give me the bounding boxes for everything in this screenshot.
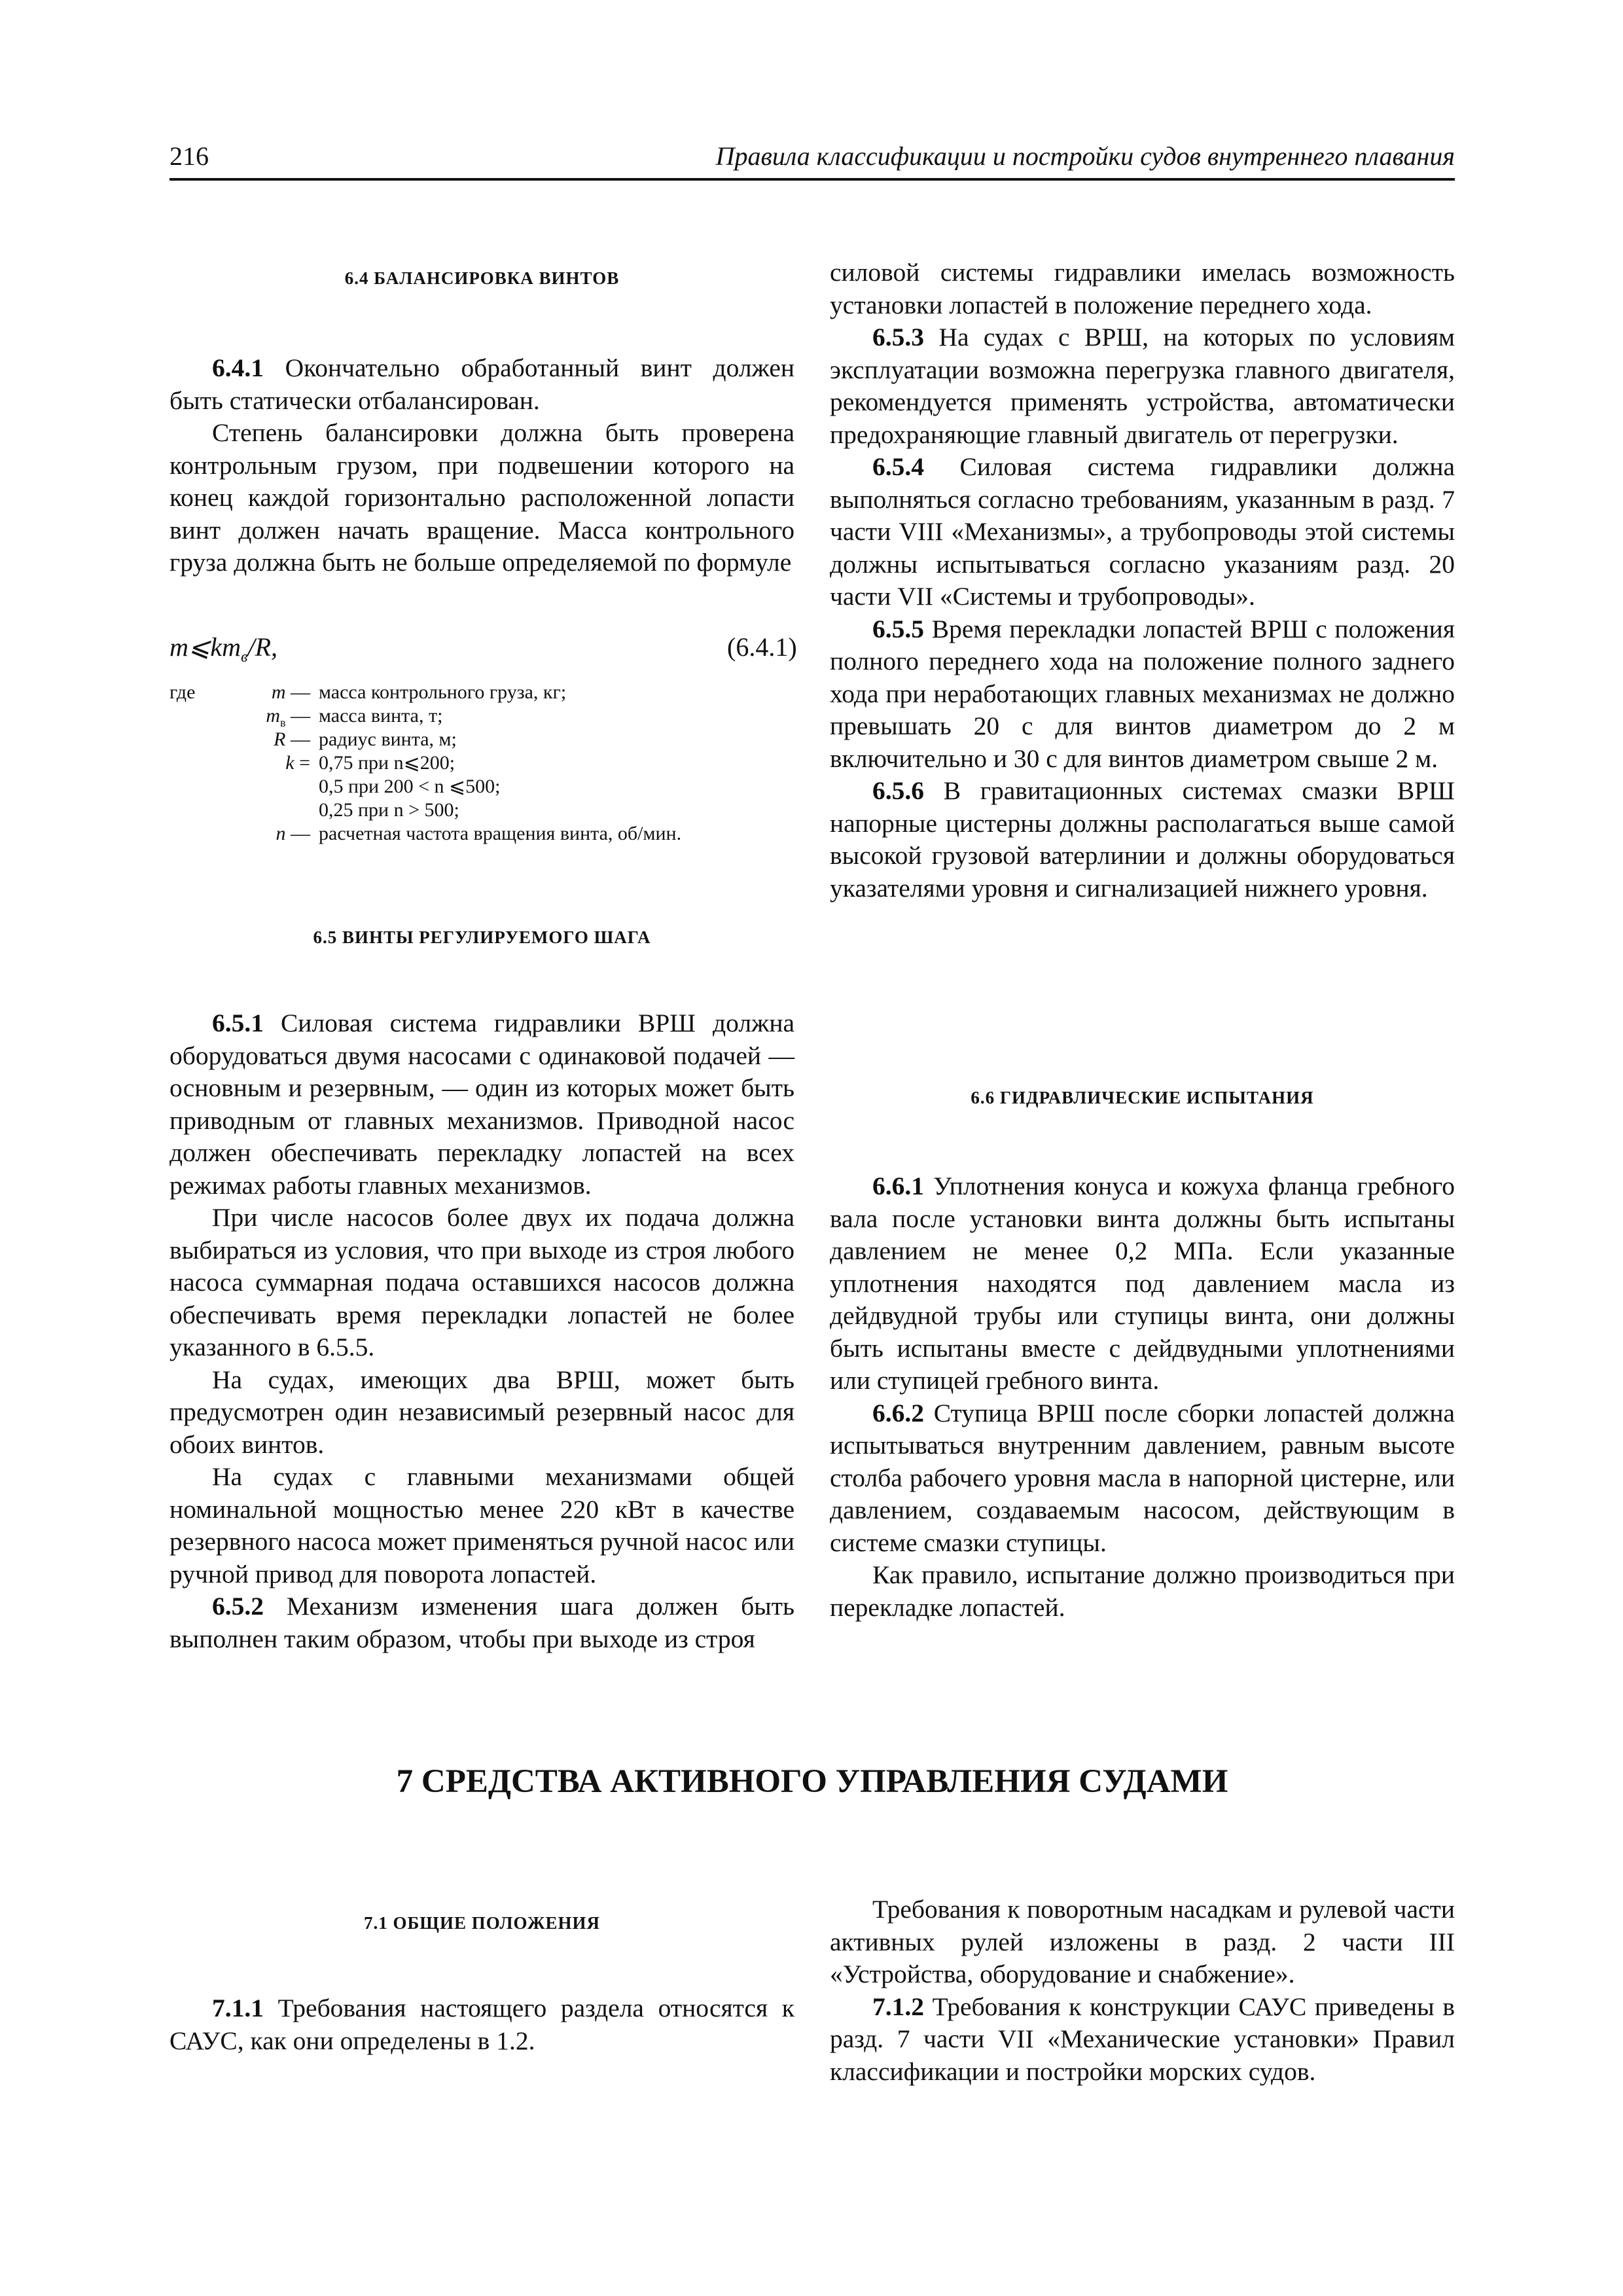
left-block-6-4 bbox=[169, 352, 794, 579]
section-heading-6-6: 6.6 ГИДРАВЛИЧЕСКИЕ ИСПЫТАНИЯ bbox=[971, 1088, 1314, 1107]
section-heading-6-5: 6.5 ВИНТЫ РЕГУЛИРУЕМОГО ШАГА bbox=[313, 927, 651, 947]
legend-text: расчетная частота вращения винта, об/мин. bbox=[319, 823, 682, 844]
legend-text: 0,75 при n⩽200; bbox=[319, 752, 455, 774]
legend-text: масса винта, т; bbox=[319, 705, 443, 726]
chapter-7-title: 7 СРЕДСТВА АКТИВНОГО УПРАВЛЕНИЯ СУДАМИ bbox=[396, 1763, 1228, 1800]
paragraph-7-1-intro: Требования к поворотным насадкам и рулевой части активных рулей изложены в разд. 2 части III «Устройства, оборудование и снабжение». bbox=[830, 1895, 1455, 1988]
legend-text: радиус винта, м; bbox=[319, 728, 457, 750]
paragraph-7-1-1: 7.1.1 Требования настоящего раздела относятся к САУС, как они определены в 1.2. bbox=[169, 1994, 794, 2055]
right-block-6-5 bbox=[830, 257, 1455, 905]
header-rule bbox=[169, 178, 1455, 181]
legend-text: 0,5 при 200 < n ⩽500; bbox=[319, 776, 501, 797]
paragraph-6-5-2: 6.5.2 Механизм изменения шага должен быть выполнен таким образом, чтобы при выходе из строя bbox=[169, 1592, 794, 1653]
where-label: где bbox=[169, 681, 196, 703]
right-block-6-6 bbox=[830, 1170, 1455, 1624]
formula-number: (6.4.1) bbox=[727, 632, 797, 662]
paragraph-6-5-1d: На судах с главными механизмами общей номинальной мощностью менее 220 кВт в качестве резервного насоса может применяться ручной насос или ручной привод для поворота лопастей. bbox=[169, 1462, 794, 1588]
paragraph-6-6-2b: Как правило, испытание должно производиться при перекладке лопастей. bbox=[830, 1560, 1455, 1622]
legend-text: масса контрольного груза, кг; bbox=[319, 681, 567, 703]
paragraph-6-6-1: 6.6.1 Уплотнения конуса и кожуха фланца гребного вала после установки винта должны быть испытаны давлением не менее 0,2 МПа. Если указанные уплотнения находятся под давлением масла из дейдвудной трубы или ступицы винта, они должны быть испытаны вместе с дейдвудными уплотнениями или ступицей гребного винта. bbox=[830, 1172, 1455, 1395]
legend-symbol: k = bbox=[285, 752, 310, 774]
paragraph-6-5-1c: На судах, имеющих два ВРШ, может быть предусмотрен один независимый резервный насос для обоих винтов. bbox=[169, 1365, 794, 1459]
paragraph-6-5-4: 6.5.4 Силовая система гидравлики должна выполняться согласно требованиям, указанным в разд. 7 части VIII «Механизмы», а трубопроводы этой системы должны испытываться согласно указаниям разд. 20 части VII «Системы и трубопроводы». bbox=[830, 452, 1455, 611]
paragraph-6-5-2-cont: силовой системы гидравлики имелась возможность установки лопастей в положение переднего хода. bbox=[830, 258, 1455, 319]
legend-symbol: R — bbox=[274, 728, 310, 750]
formula: $m⩽km_в/R$, bbox=[169, 632, 278, 666]
legend-text: 0,25 при n > 500; bbox=[319, 799, 459, 821]
right-block-7-1 bbox=[830, 1893, 1455, 2088]
paragraph-6-6-2: 6.6.2 Ступица ВРШ после сборки лопастей должна испытываться внутренним давлением, равным высоте столба рабочего уровня масла в напорной цистерне, или давлением, создаваемым насосом, действующим в системе смазки ступицы. bbox=[830, 1398, 1455, 1557]
paragraph-6-5-1: 6.5.1 Силовая система гидравлики ВРШ должна оборудоваться двумя насосами с одинаковой подачей — основным и резервным, — один из которых может быть приводным от главных механизмов. Приводной насос должен обеспечивать перекладку лопастей на всех режимах работы главных механизмов. bbox=[169, 1009, 794, 1200]
paragraph-6-5-5: 6.5.5 Время перекладки лопастей ВРШ с положения полного переднего хода на положение полного заднего хода при неработающих главных механизмах не должно превышать 20 с для винтов диаметром до 2 м включительно и 30 с для винтов диаметром свыше 2 м. bbox=[830, 614, 1455, 773]
left-block-6-5 bbox=[169, 1007, 794, 1655]
legend-symbol: m — bbox=[271, 681, 310, 703]
paragraph-7-1-2: 7.1.2 Требования к конструкции САУС приведены в разд. 7 части VII «Механические установки» Правил классификации и постройки морских судов. bbox=[830, 1992, 1455, 2086]
legend-symbol: $m_в$ — bbox=[266, 705, 310, 729]
paragraph-6-5-1b: При числе насосов более двух их подача должна выбираться из условия, что при выходе из строя любого насоса суммарная подача оставшихся насосов должна обеспечивать время перекладки лопастей не более указанного в 6.5.5. bbox=[169, 1203, 794, 1361]
running-title: Правила классификации и постройки судов внутреннего плавания bbox=[715, 141, 1455, 171]
legend-symbol: n — bbox=[276, 823, 310, 844]
left-block-7-1 bbox=[169, 1992, 794, 2057]
paragraph-6-4-1b: Степень балансировки должна быть проверена контрольным грузом, при подвешении которого на конец каждой горизонтально расположенной лопасти винт должен начать вращение. Масса контрольного груза должна быть не больше определяемой по формуле bbox=[169, 418, 794, 577]
paragraph-6-5-6: 6.5.6 В гравитационных системах смазки ВРШ напорные цистерны должны располагаться выше самой высокой грузовой ватерлинии и должны оборудоваться указателями уровня и сигнализацией нижнего уровня. bbox=[830, 776, 1455, 903]
page-number: 216 bbox=[169, 141, 209, 171]
section-heading-7-1: 7.1 ОБЩИЕ ПОЛОЖЕНИЯ bbox=[363, 1913, 601, 1933]
paragraph-6-4-1: 6.4.1 Окончательно обработанный винт должен быть статически отбалансирован. bbox=[169, 353, 794, 415]
paragraph-6-5-3: 6.5.3 На судах с ВРШ, на которых по условиям эксплуатации возможна перегрузка главного двигателя, рекомендуется применять устройства, автоматически предохраняющие главный двигатель от перегрузки. bbox=[830, 323, 1455, 449]
section-heading-6-4: 6.4 БАЛАНСИРОВКА ВИНТОВ bbox=[344, 268, 620, 288]
